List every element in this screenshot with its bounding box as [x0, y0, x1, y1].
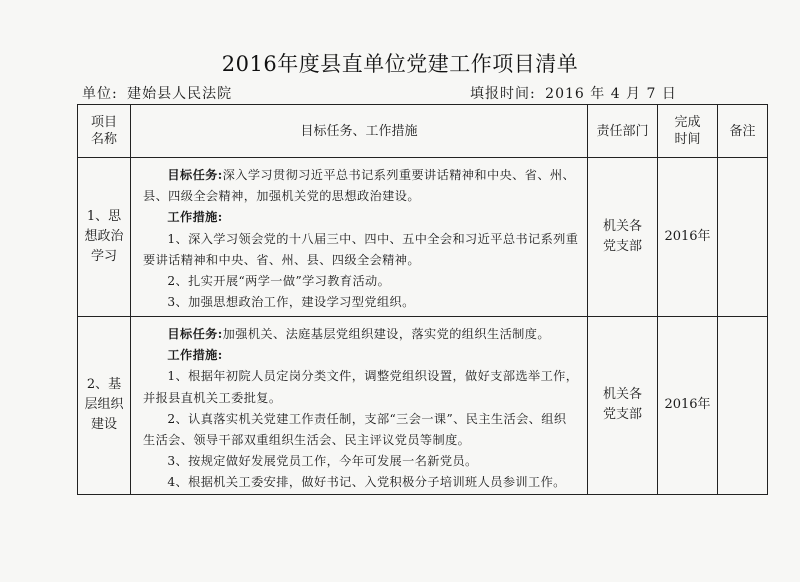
- unit-label: 单位:: [82, 86, 118, 102]
- measure-item: 2、扎实开展“两学一做”学习教育活动。: [167, 274, 391, 289]
- remarks: [718, 317, 768, 495]
- completion-time: 2016年: [658, 317, 718, 495]
- goal-paragraph: [143, 324, 579, 345]
- date-label: 填报时间:: [470, 86, 536, 102]
- header-name: 项目名称: [78, 105, 131, 158]
- goal-text: 深入学习贯彻习近平总书记系列重要讲话精神和中央、省、州、县、四级全会精神，加强机关党的思想政治建设。: [143, 168, 576, 204]
- header-time: 完成时间: [658, 105, 718, 158]
- measure-item: 3、加强思想政治工作，建设学习型党组织。: [167, 295, 415, 310]
- table-row: [78, 317, 768, 495]
- goal-text: 加强机关、法庭基层党组织建设，落实党的组织生活制度。: [222, 327, 550, 341]
- goal-label: 目标任务:: [167, 168, 223, 182]
- project-name: 2、基层组织建设: [78, 317, 131, 495]
- goal-paragraph: [143, 165, 579, 207]
- measure-item: 1、深入学习领会党的十八届三中、四中、五中全会和习近平总书记系列重要讲话精神和中央、省、州、县、四级全会精神。: [143, 231, 579, 267]
- document-title: 2016年度县直单位党建工作项目清单: [221, 52, 579, 76]
- project-table: [77, 104, 768, 495]
- date-line: [470, 83, 681, 103]
- measures-label: 工作措施:: [167, 348, 223, 363]
- responsible-dept: 机关各党支部: [588, 158, 658, 317]
- task-cell: [131, 317, 588, 495]
- header-dept: 责任部门: [588, 105, 658, 158]
- measure-item: 3、按规定做好发展党员工作，今年可发展一名新党员。: [167, 454, 478, 469]
- header-note: 备注: [718, 105, 768, 158]
- task-cell: [131, 158, 588, 317]
- measure-item: 2、认真落实机关党建工作责任制，支部“三会一课”、民主生活会、组织生活会、领导干部双重组织生活会、民主评议党员等制度。: [143, 411, 567, 448]
- completion-time: 2016年: [658, 158, 718, 317]
- remarks: [718, 158, 768, 317]
- unit-value: 建始县人民法院: [127, 86, 233, 102]
- table-row: [78, 158, 768, 317]
- project-name: 1、思想政治学习: [78, 158, 131, 317]
- header-task: 目标任务、工作措施: [131, 105, 588, 158]
- measure-item: 4、根据机关工委安排，做好书记、入党积极分子培训班人员参训工作。: [167, 475, 566, 490]
- measures-label: 工作措施:: [167, 210, 223, 225]
- goal-label: 目标任务:: [167, 327, 223, 341]
- table-header-row: [78, 105, 768, 158]
- date-value: 2016 年 4 月 7 日: [545, 86, 677, 102]
- responsible-dept: 机关各党支部: [588, 317, 658, 495]
- measure-item: 1、根据年初院人员定岗分类文件，调整党组织设置，做好支部选举工作，并报县直机关工委批复。: [143, 369, 579, 405]
- unit-line: [82, 83, 236, 103]
